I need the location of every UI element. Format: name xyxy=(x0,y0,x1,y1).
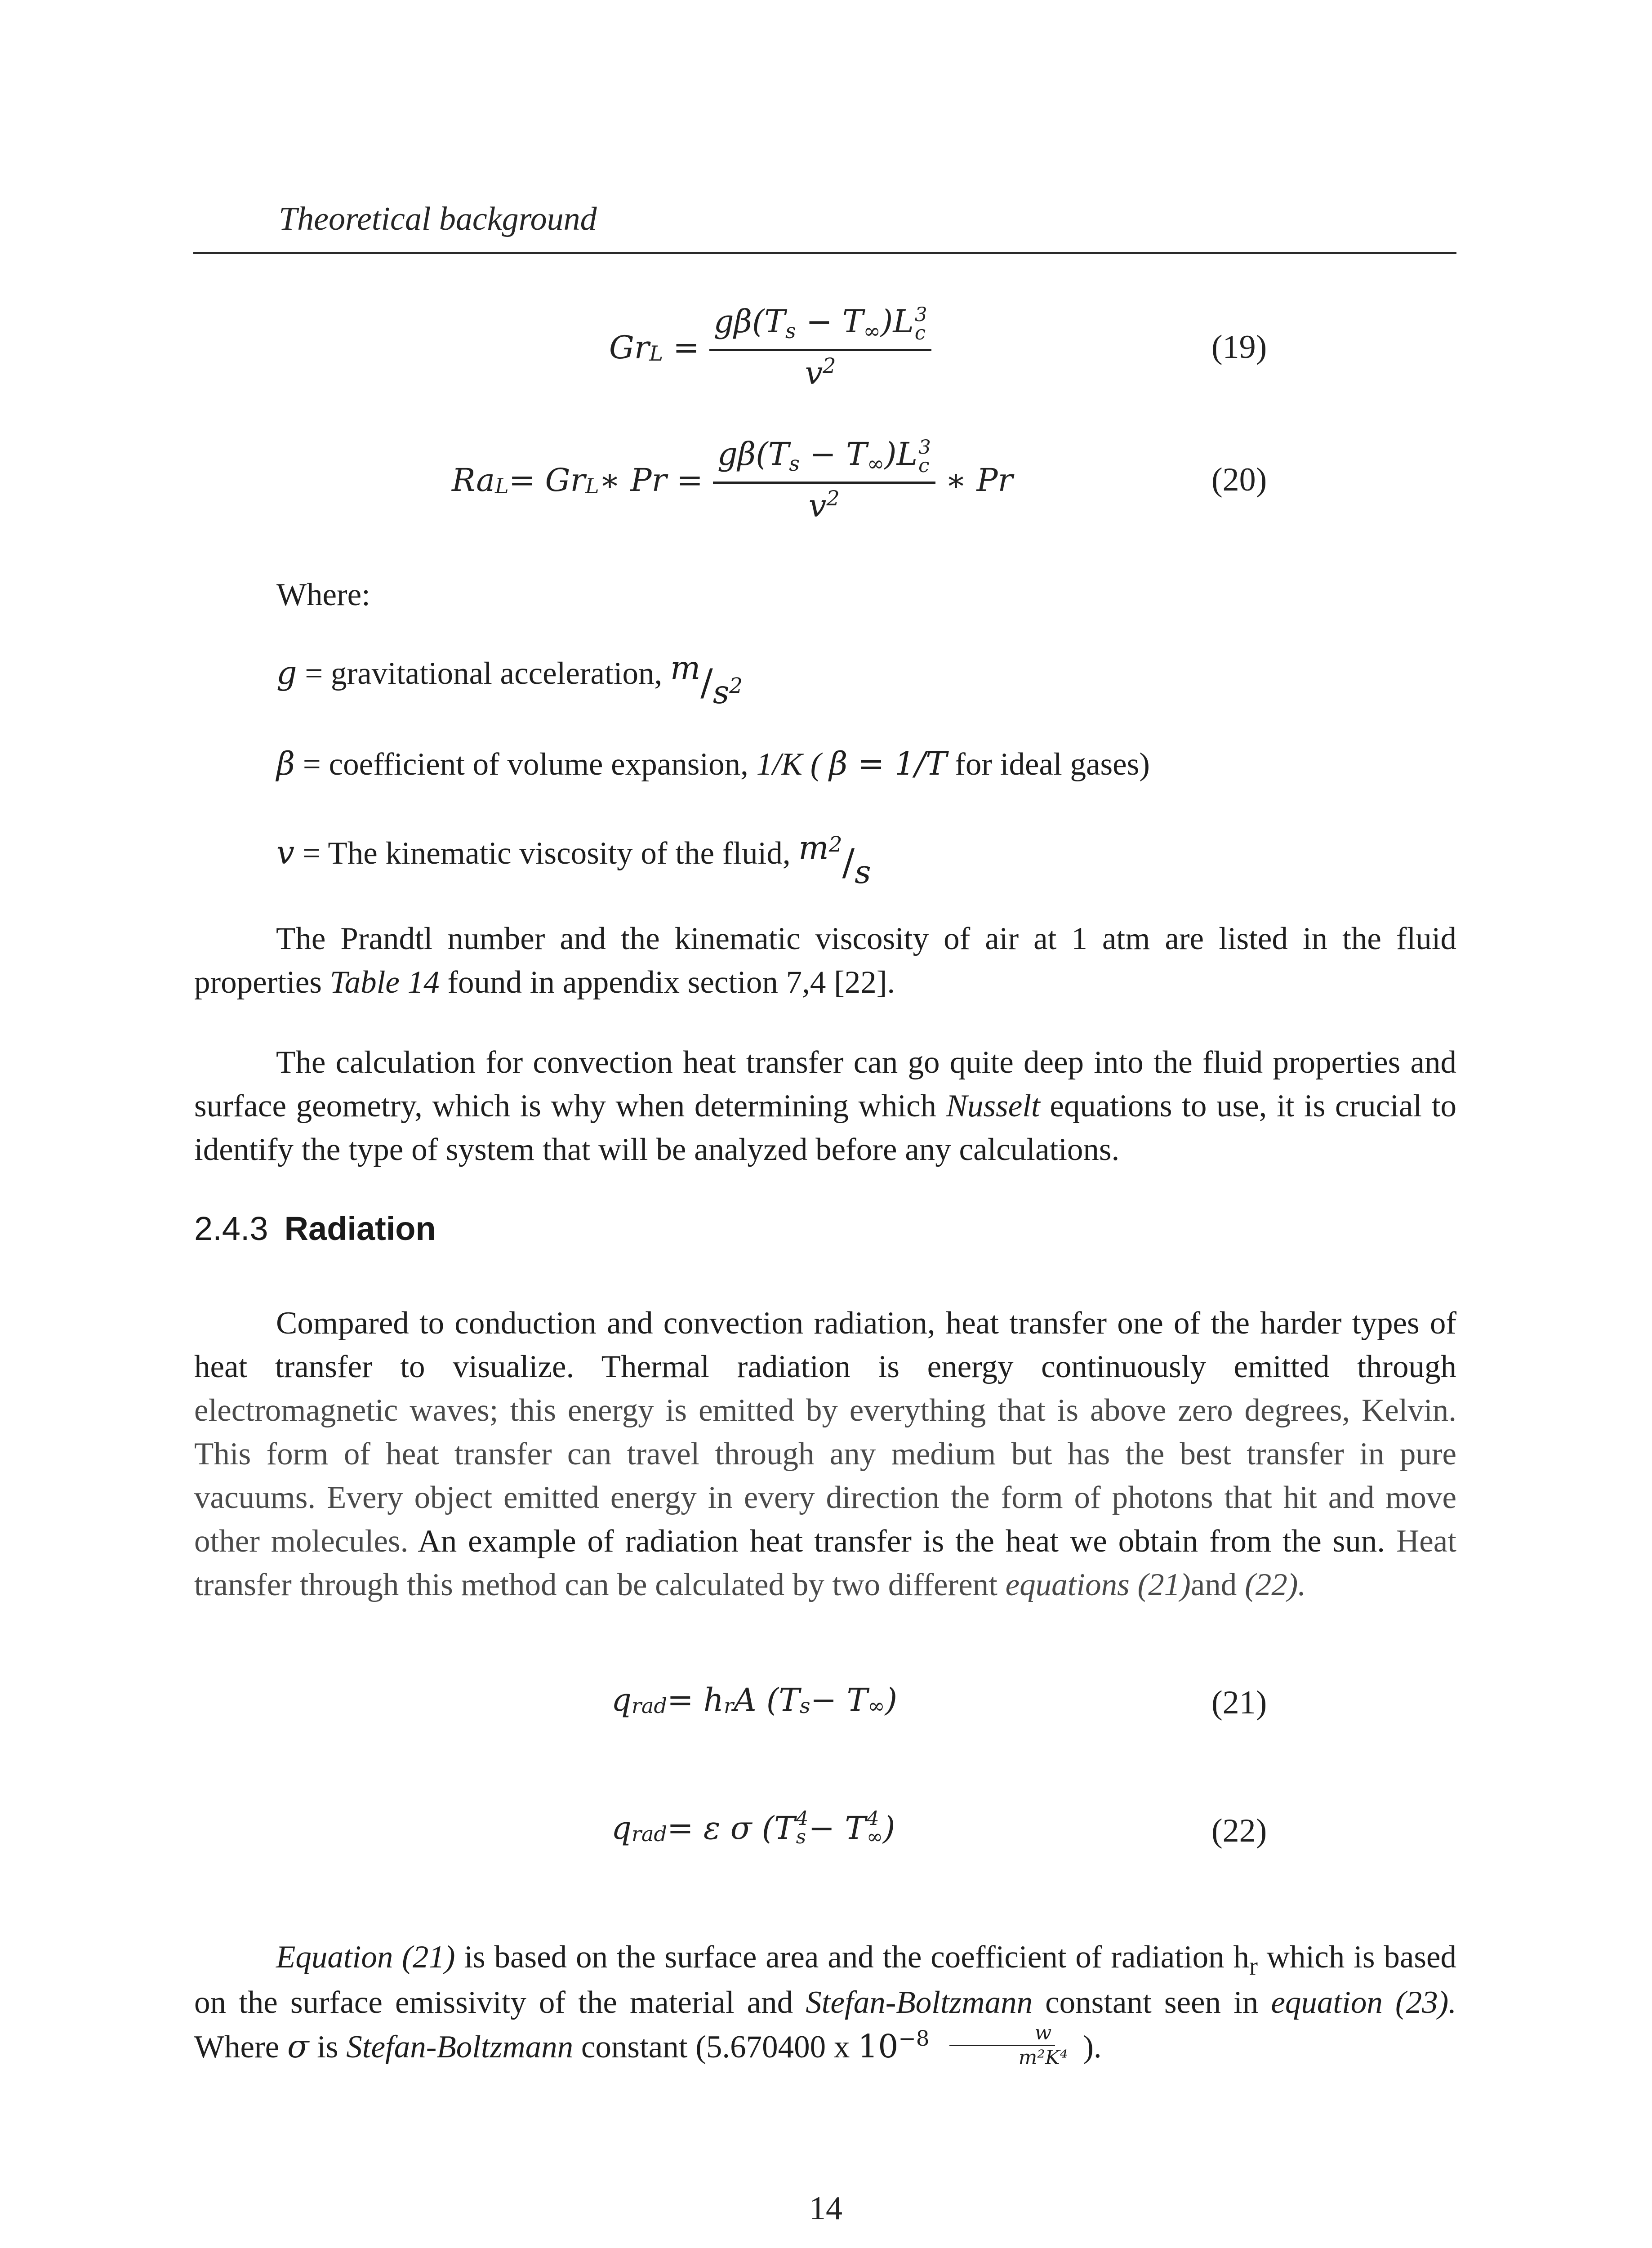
equation-number-21: (21) xyxy=(1211,1684,1267,1721)
equation-number-22: (22) xyxy=(1211,1812,1267,1849)
equation-22: q rad = ε σ (T 4 s − T 4 ∞ ) xyxy=(611,1807,895,1849)
equation-number-19: (19) xyxy=(1211,329,1267,366)
running-header: Theoretical background xyxy=(279,201,597,237)
definition-beta: β = coefficient of volume expansion, 1/K ( β = 1/T for ideal gases) xyxy=(276,745,1150,782)
equation-19: Gr L = gβ(Ts − T∞)L 3 c $v^2$ xyxy=(609,306,941,389)
paragraph-prandtl: The Prandtl number and the kinematic viscosity of air at 1 atm are listed in the fluid properties Table 14 found in appendix section 7,4 [22]. xyxy=(194,921,1456,1000)
paragraph-radiation: Compared to conduction and convection radiation, heat transfer one of the harder types of heat transfer to visualize. Thermal radiation is energy continuously emitted through electromagnetic waves; this energy is emitted by everything that is above zero degrees, Kelvin. This form of heat transfer can travel through any medium but has the best transfer in pure vacuums. Every object emitted energy in every direction the form of photons that hit and move other molecules. An example of radiation heat transfer is the heat we obtain from the sun. Heat transfer through this method can be calculated by two different equations (21)and (22). xyxy=(194,1306,1457,1602)
paragraph-convection: The calculation for convection heat transfer can go quite deep into the fluid properties and surface geometry, which is why when determining which Nusselt equations to use, it is crucial to identify the type of system that will be analyzed before any calculations. xyxy=(194,1045,1456,1167)
definition-g: g = gravitational acceleration, m/s2 xyxy=(276,649,743,711)
section-title: Radiation xyxy=(284,1210,436,1247)
section-heading xyxy=(194,1209,436,1248)
equation-20: Ra L = Gr L ∗ Pr = gβ(Ts − T∞)L 3 c $v^2$ ∗ Pr xyxy=(452,436,1013,525)
definition-nu: v = The kinematic viscosity of the fluid, $m^2/s$ xyxy=(276,829,871,891)
equation-number-20: (20) xyxy=(1211,461,1267,498)
equation-21: q rad = h r A (T s − T ∞ ) xyxy=(611,1682,897,1718)
section-number: 2.4.3 xyxy=(194,1210,268,1247)
where-label: Where: xyxy=(276,577,370,612)
page-number: 14 xyxy=(809,2190,842,2227)
header-rule xyxy=(193,252,1456,254)
paragraph-equation-21-description: Equation (21) is based on the surface area and the coefficient of radiation $h_r$ which is based on the surface emissivity of the material and Stefan-Boltzmann constant seen in equation (23). Where σ is Stefan-Boltzmann constant (5.670400 x $10^{-8}$ $\frac{w}{\text{m²K⁴}}$ ). xyxy=(194,1940,1457,2070)
